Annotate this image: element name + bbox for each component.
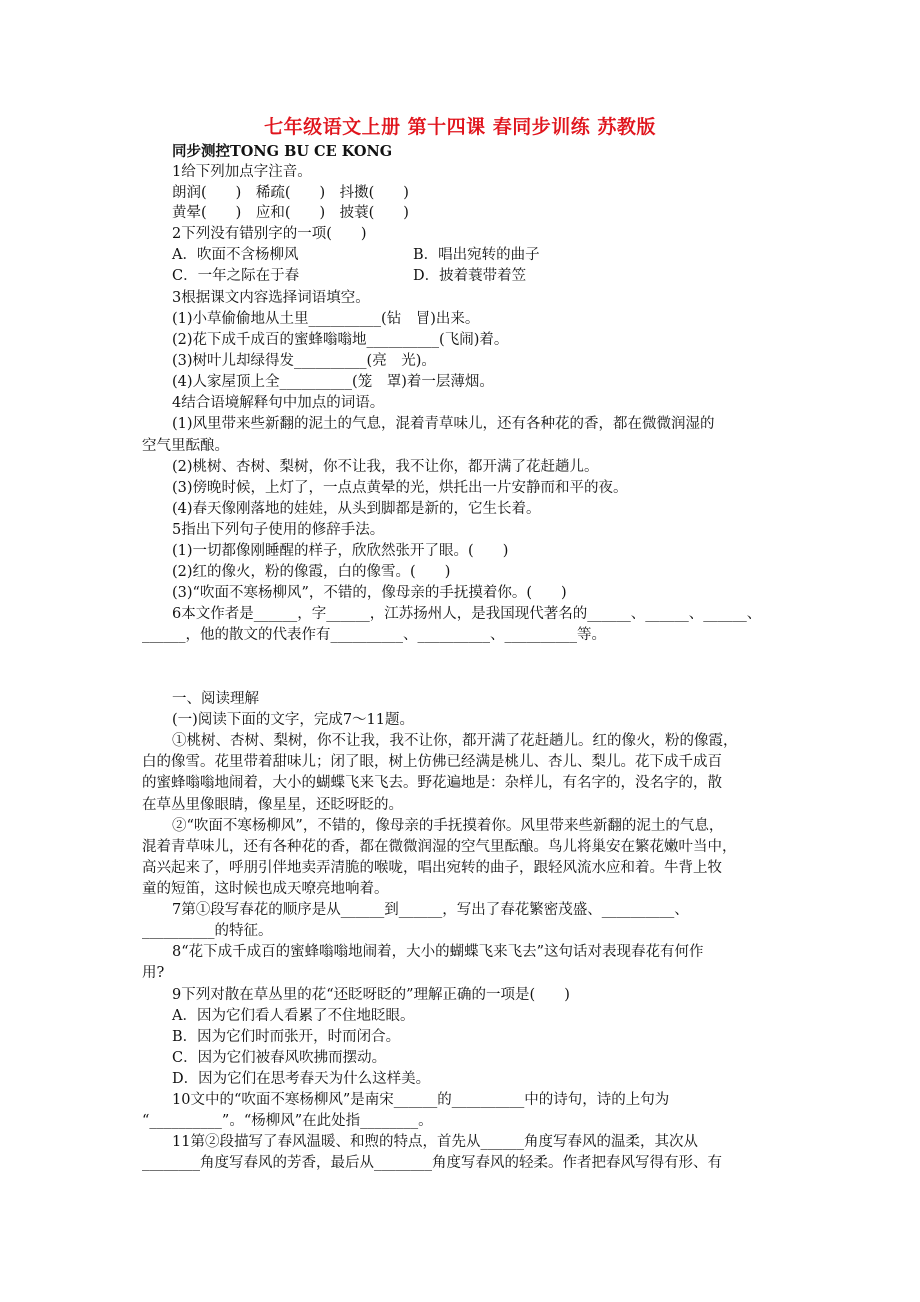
question-3: 3根据课文内容选择词语填空。 <box>172 290 370 306</box>
question-4-item-3: (3)傍晚时候，上灯了，一点点黄晕的光，烘托出一片安静而和平的夜。 <box>172 480 628 496</box>
question-9: 9下列对散在草丛里的花“还眨呀眨的”理解正确的一项是( ) <box>172 987 570 1003</box>
question-2-option-d: D．披着蓑带着笠 <box>413 268 527 284</box>
question-5-item-1: (1)一切都像刚睡醒的样子，欣欣然张开了眼。( ) <box>172 543 509 559</box>
question-8: 8“花下成千成百的蜜蜂嗡嗡地闹着，大小的蝴蝶飞来飞去”这句话对表现春花有何作 <box>172 944 704 960</box>
question-6-cont: ______，他的散文的代表作有__________、__________、__________等。 <box>142 627 606 643</box>
question-4-item-1: (1)风里带来些新翻的泥土的气息，混着青草味儿，还有各种花的香，都在微微润湿的 <box>172 416 715 432</box>
question-3-item-2: (2)花下成千成百的蜜蜂嗡嗡地__________(飞闹)着。 <box>172 332 509 348</box>
question-11-cont: ________角度写春风的芳香，最后从________角度写春风的轻柔。作者把春风写得有形、有 <box>142 1155 722 1171</box>
section-heading-sync-test: 同步测控TONG BU CE KONG <box>172 143 393 160</box>
question-2-option-c: C．一年之际在于春 <box>172 268 300 284</box>
question-4-item-4: (4)春天像刚落地的娃娃，从头到脚都是新的，它生长着。 <box>172 501 541 517</box>
question-1: 1给下列加点字注音。 <box>172 164 312 180</box>
question-4: 4结合语境解释句中加点的词语。 <box>172 395 385 411</box>
passage-1-line-4: 在草丛里像眼睛，像星星，还眨呀眨的。 <box>142 797 403 813</box>
passage-1-line-1: ①桃树、杏树、梨树，你不让我，我不让你，都开满了花赶趟儿。红的像火，粉的像霞， <box>172 733 738 749</box>
question-10-cont: “__________”。“杨柳风”在此处指________。 <box>142 1113 433 1129</box>
question-2: 2下列没有错别字的一项( ) <box>172 226 367 242</box>
question-7-cont: __________的特征。 <box>142 923 273 939</box>
question-5-item-2: (2)红的像火，粉的像霞，白的像雪。( ) <box>172 564 451 580</box>
question-7: 7第①段写春花的顺序是从______到______，写出了春花繁密茂盛、__________、 <box>172 902 689 918</box>
question-4-item-1-cont: 空气里酝酿。 <box>142 438 229 454</box>
question-1-row-2: 黄晕( ) 应和( ) 披蓑( ) <box>172 205 409 221</box>
document-title: 七年级语文上册 第十四课 春同步训练 苏教版 <box>264 116 656 138</box>
question-4-item-2: (2)桃树、杏树、梨树，你不让我，我不让你，都开满了花赶趟儿。 <box>172 459 599 475</box>
question-3-item-3: (3)树叶儿却绿得发__________(亮 光)。 <box>172 353 436 369</box>
passage-1-line-3: 的蜜蜂嗡嗡地闹着，大小的蝴蝶飞来飞去。野花遍地是：杂样儿，有名字的，没名字的，散 <box>142 775 722 791</box>
question-5: 5指出下列句子使用的修辞手法。 <box>172 522 385 538</box>
question-3-item-1: (1)小草偷偷地从土里__________(钻 冒)出来。 <box>172 311 480 327</box>
question-2-option-b: B．唱出宛转的曲子 <box>413 247 540 263</box>
question-1-row-1: 朗润( ) 稀疏( ) 抖擞( ) <box>172 185 409 201</box>
question-2-option-a: A．吹面不含杨柳风 <box>172 247 299 263</box>
question-11: 11第②段描写了春风温暖、和煦的特点，首先从______角度写春风的温柔，其次从 <box>172 1134 698 1150</box>
question-5-item-3: (3)“吹面不寒杨柳风”，不错的，像母亲的手抚摸着你。( ) <box>172 585 567 601</box>
question-9-option-b: B．因为它们时而张开，时而闭合。 <box>172 1029 401 1045</box>
passage-1-line-2: 白的像雪。花里带着甜味儿；闭了眼，树上仿佛已经满是桃儿、杏儿、梨儿。花下成千成百 <box>142 754 722 770</box>
question-9-option-c: C．因为它们被春风吹拂而摆动。 <box>172 1050 387 1066</box>
question-9-option-a: A．因为它们看人看累了不住地眨眼。 <box>172 1008 415 1024</box>
question-6: 6本文作者是______，字______，江苏扬州人，是我国现代著名的______、______、______、 <box>172 606 762 622</box>
passage-2-line-2: 混着青草味儿，还有各种花的香，都在微微润湿的空气里酝酿。鸟儿将巢安在繁花嫩叶当中， <box>142 839 737 855</box>
reading-section-heading: 一、阅读理解 <box>172 691 259 707</box>
passage-2-line-4: 童的短笛，这时候也成天嘹亮地响着。 <box>142 881 389 897</box>
passage-2-line-3: 高兴起来了，呼朋引伴地卖弄清脆的喉咙，唱出宛转的曲子，跟轻风流水应和着。牛背上牧 <box>142 860 722 876</box>
question-3-item-4: (4)人家屋顶上全__________(笼 罩)着一层薄烟。 <box>172 374 494 390</box>
question-10: 10文中的“吹面不寒杨柳风”是南宋______的__________中的诗句，诗的上句为 <box>172 1092 670 1108</box>
question-8-cont: 用? <box>142 965 165 981</box>
passage-2-line-1: ②“吹面不寒杨柳风”，不错的，像母亲的手抚摸着你。风里带来些新翻的泥土的气息， <box>172 818 724 834</box>
question-9-option-d: D．因为它们在思考春天为什么这样美。 <box>172 1071 431 1087</box>
reading-instructions: (一)阅读下面的文字，完成7～11题。 <box>172 712 414 728</box>
